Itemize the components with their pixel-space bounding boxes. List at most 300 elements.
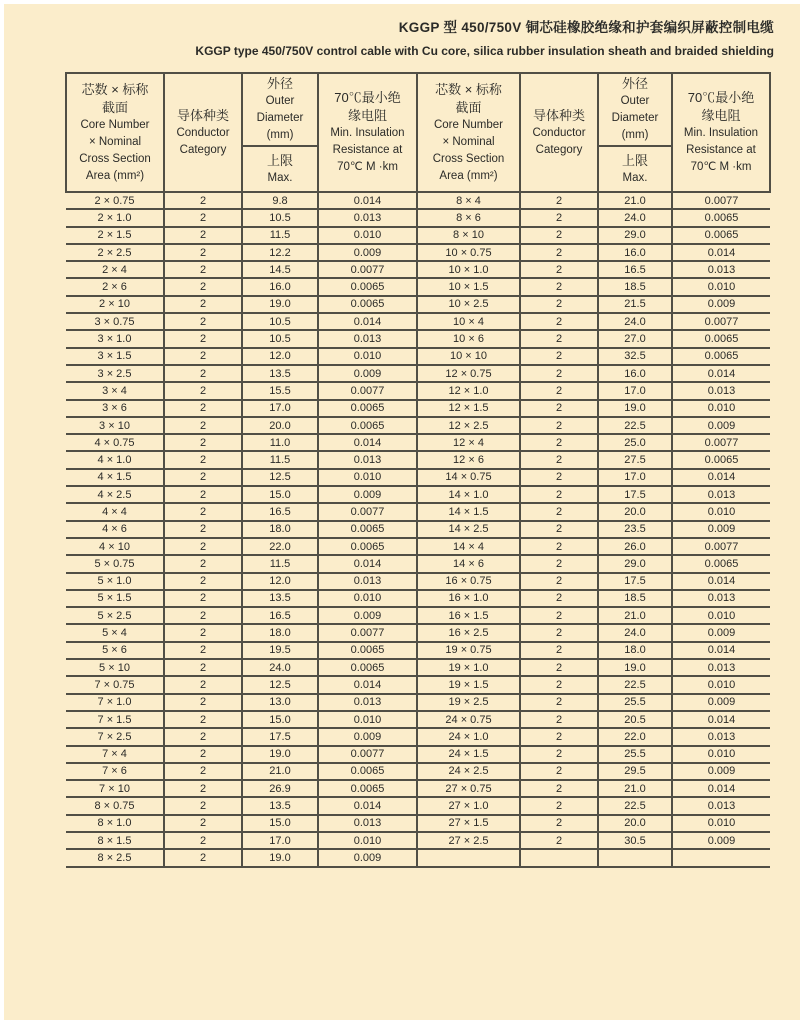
cell: 15.5 — [242, 382, 318, 399]
header-resistance-right — [672, 73, 770, 192]
cell: 10 × 10 — [417, 348, 520, 365]
cell: 18.5 — [598, 590, 672, 607]
cell: 2 × 1.0 — [66, 209, 164, 226]
header-diameter-max-en: Max. — [267, 171, 293, 184]
header-diameter-en2: Diameter — [611, 112, 659, 124]
cell: 0.010 — [672, 815, 770, 832]
header-core-zh2: 截面 — [455, 99, 482, 115]
header-resistance-zh1: 70℃最小绝 — [687, 90, 755, 105]
cell: 3 × 2.5 — [66, 365, 164, 382]
cell: 8 × 0.75 — [66, 797, 164, 814]
cell: 2 — [164, 849, 242, 866]
cell: 0.010 — [318, 469, 417, 486]
header-core-en3: Cross Section — [79, 152, 151, 165]
cell: 24.0 — [598, 313, 672, 330]
table-row — [66, 659, 770, 676]
cell: 5 × 4 — [66, 624, 164, 641]
cell: 0.0077 — [672, 192, 770, 209]
cell: 12 × 4 — [417, 434, 520, 451]
cell: 0.010 — [672, 278, 770, 295]
cell: 2 — [520, 538, 598, 555]
table-row — [66, 832, 770, 849]
cell: 24.0 — [598, 624, 672, 641]
cell: 10.5 — [242, 209, 318, 226]
cell: 2 — [520, 278, 598, 295]
cell: 0.010 — [672, 400, 770, 417]
cell: 0.014 — [672, 780, 770, 797]
cell: 19.5 — [242, 642, 318, 659]
header-core-en4: Area (mm²) — [85, 169, 145, 182]
cell: 2 — [164, 815, 242, 832]
cell: 2 — [164, 607, 242, 624]
cell: 2 — [164, 417, 242, 434]
cell: 2 — [520, 469, 598, 486]
cell: 0.014 — [318, 434, 417, 451]
cell: 21.0 — [598, 192, 672, 209]
table-row — [66, 573, 770, 590]
cell: 17.5 — [598, 486, 672, 503]
cell: 0.013 — [672, 261, 770, 278]
cell: 2 — [520, 573, 598, 590]
table-header — [66, 73, 770, 192]
header-core-en2: × Nominal — [442, 135, 495, 148]
cell: 0.010 — [318, 227, 417, 244]
cell: 22.0 — [242, 538, 318, 555]
cell: 5 × 2.5 — [66, 607, 164, 624]
cell: 16 × 1.5 — [417, 607, 520, 624]
table-row — [66, 365, 770, 382]
cell: 24 × 1.5 — [417, 746, 520, 763]
cell: 0.013 — [672, 382, 770, 399]
header-conductor-right — [520, 73, 598, 192]
header-resistance-en3: 70℃ M ·km — [690, 161, 752, 173]
cell: 2 — [164, 451, 242, 468]
cell: 11.5 — [242, 555, 318, 572]
cell: 2 — [164, 209, 242, 226]
cell: 2 — [164, 573, 242, 590]
cell: 0.0065 — [318, 538, 417, 555]
cell: 19.0 — [242, 746, 318, 763]
cell: 4 × 4 — [66, 503, 164, 520]
cell: 14 × 1.5 — [417, 503, 520, 520]
header-diameter-max-zh: 上限 — [621, 152, 648, 168]
cell: 17.0 — [242, 400, 318, 417]
cell: 0.0065 — [672, 348, 770, 365]
cell: 21.0 — [598, 607, 672, 624]
cell: 10 × 1.0 — [417, 261, 520, 278]
cell: 16 × 0.75 — [417, 573, 520, 590]
header-core-zh1: 芯数 × 标称 — [435, 81, 502, 97]
cell: 2 — [520, 659, 598, 676]
cell: 29.0 — [598, 555, 672, 572]
cell: 2 × 0.75 — [66, 192, 164, 209]
cell: 0.014 — [318, 676, 417, 693]
cell: 15.0 — [242, 815, 318, 832]
cell: 0.0065 — [318, 659, 417, 676]
cell: 5 × 0.75 — [66, 555, 164, 572]
cell: 0.009 — [318, 849, 417, 866]
cell: 13.5 — [242, 365, 318, 382]
cell: 4 × 6 — [66, 521, 164, 538]
header-conductor-en2: Category — [179, 143, 227, 156]
cell: 0.014 — [672, 573, 770, 590]
header-core-zh1: 芯数 × 标称 — [81, 81, 149, 97]
header-conductor-en2: Category — [535, 143, 583, 156]
cell: 2 — [164, 676, 242, 693]
cell: 2 — [164, 555, 242, 572]
cell: 2 — [164, 365, 242, 382]
cell: 2 — [164, 261, 242, 278]
cell: 0.0065 — [318, 400, 417, 417]
cell: 2 — [164, 642, 242, 659]
table-body — [66, 192, 770, 867]
table-row — [66, 538, 770, 555]
table-row — [66, 330, 770, 347]
cell: 27 × 1.0 — [417, 797, 520, 814]
header-conductor-zh: 导体种类 — [532, 107, 585, 123]
cell: 0.009 — [318, 244, 417, 261]
cell: 12 × 1.5 — [417, 400, 520, 417]
cell: 2 — [164, 711, 242, 728]
cell: 12 × 1.0 — [417, 382, 520, 399]
cell: 3 × 4 — [66, 382, 164, 399]
cell: 24 × 2.5 — [417, 763, 520, 780]
cell: 2 × 4 — [66, 261, 164, 278]
cell: 2 — [520, 400, 598, 417]
cell: 2 — [520, 503, 598, 520]
table-row — [66, 400, 770, 417]
cell: 2 — [164, 434, 242, 451]
cell: 0.009 — [672, 521, 770, 538]
table-row — [66, 469, 770, 486]
cell: 19.0 — [598, 659, 672, 676]
cell: 3 × 1.0 — [66, 330, 164, 347]
table-row — [66, 503, 770, 520]
cell: 0.009 — [672, 832, 770, 849]
header-diameter-en1: Outer — [265, 95, 295, 107]
cell: 4 × 0.75 — [66, 434, 164, 451]
cell: 19.0 — [242, 296, 318, 313]
table-row — [66, 624, 770, 641]
cell: 2 — [520, 348, 598, 365]
table-row — [66, 711, 770, 728]
header-resistance-en1: Min. Insulation — [330, 127, 405, 139]
cell: 2 × 6 — [66, 278, 164, 295]
table-row — [66, 728, 770, 745]
cell: 20.0 — [598, 503, 672, 520]
header-conductor-left — [164, 73, 242, 192]
cell: 2 — [520, 728, 598, 745]
cell: 26.0 — [598, 538, 672, 555]
cell: 2 × 2.5 — [66, 244, 164, 261]
header-core-en3: Cross Section — [432, 152, 505, 165]
cell: 3 × 0.75 — [66, 313, 164, 330]
cell: 27 × 0.75 — [417, 780, 520, 797]
cell: 2 — [520, 607, 598, 624]
cell: 0.0065 — [318, 278, 417, 295]
cell: 19 × 1.5 — [417, 676, 520, 693]
cell: 0.013 — [318, 451, 417, 468]
cell: 0.0077 — [318, 503, 417, 520]
cell: 2 × 1.5 — [66, 227, 164, 244]
cell: 10 × 2.5 — [417, 296, 520, 313]
cell: 22.5 — [598, 417, 672, 434]
cell: 2 — [164, 400, 242, 417]
cell: 0.0065 — [318, 642, 417, 659]
cell: 2 — [520, 434, 598, 451]
table-row — [66, 209, 770, 226]
table-row — [66, 227, 770, 244]
cell: 0.0065 — [318, 763, 417, 780]
cell: 15.0 — [242, 711, 318, 728]
header-resistance-en2: Resistance at — [332, 144, 403, 156]
table-row — [66, 849, 770, 866]
header-conductor-zh: 导体种类 — [176, 107, 229, 123]
cell: 2 — [520, 521, 598, 538]
cell: 14 × 4 — [417, 538, 520, 555]
header-diameter-right — [598, 73, 672, 192]
cell: 8 × 2.5 — [66, 849, 164, 866]
cell: 23.5 — [598, 521, 672, 538]
cell: 2 — [520, 192, 598, 209]
cell: 0.009 — [318, 607, 417, 624]
header-resistance-en1: Min. Insulation — [683, 127, 759, 139]
cell: 2 — [520, 555, 598, 572]
cell: 0.014 — [672, 469, 770, 486]
cell: 12.2 — [242, 244, 318, 261]
cell: 2 — [164, 278, 242, 295]
cell: 19 × 2.5 — [417, 694, 520, 711]
cell: 10 × 1.5 — [417, 278, 520, 295]
cell: 25.0 — [598, 434, 672, 451]
cell: 18.5 — [598, 278, 672, 295]
cell: 10.5 — [242, 330, 318, 347]
cell: 0.010 — [318, 348, 417, 365]
cell: 2 — [164, 763, 242, 780]
cell: 0.014 — [318, 313, 417, 330]
cell: 16.0 — [598, 365, 672, 382]
header-diameter-en1: Outer — [620, 95, 650, 107]
title-block — [4, 18, 774, 61]
cell: 5 × 10 — [66, 659, 164, 676]
cell: 4 × 10 — [66, 538, 164, 555]
cell: 0.010 — [318, 711, 417, 728]
header-diameter-zh: 外径 — [621, 76, 648, 91]
cell: 0.014 — [318, 192, 417, 209]
table-row — [66, 746, 770, 763]
table-row — [66, 348, 770, 365]
header-core-en1: Core Number — [433, 118, 504, 131]
cell — [520, 849, 598, 866]
cell: 2 — [520, 763, 598, 780]
cell: 2 — [164, 469, 242, 486]
cell: 3 × 6 — [66, 400, 164, 417]
cell — [672, 849, 770, 866]
cell: 25.5 — [598, 694, 672, 711]
cell: 9.8 — [242, 192, 318, 209]
table-row — [66, 607, 770, 624]
header-resistance-en2: Resistance at — [686, 144, 756, 156]
cell: 2 — [164, 244, 242, 261]
cell: 0.0065 — [318, 521, 417, 538]
cell: 19.0 — [242, 849, 318, 866]
cell: 17.0 — [242, 832, 318, 849]
header-core-left — [66, 73, 164, 192]
header-diameter-max-zh: 上限 — [266, 152, 293, 168]
header-resistance-zh2: 缘电阻 — [701, 108, 741, 123]
header-resistance-zh2: 缘电阻 — [347, 108, 387, 123]
cell: 4 × 1.5 — [66, 469, 164, 486]
cell: 11.5 — [242, 451, 318, 468]
cell: 7 × 10 — [66, 780, 164, 797]
table-row — [66, 590, 770, 607]
cell: 2 — [520, 694, 598, 711]
cell: 12.5 — [242, 676, 318, 693]
cell: 2 — [520, 711, 598, 728]
cell: 20.0 — [598, 815, 672, 832]
cell: 11.0 — [242, 434, 318, 451]
cell: 2 — [520, 832, 598, 849]
cell: 0.014 — [318, 555, 417, 572]
cell: 24 × 0.75 — [417, 711, 520, 728]
cell: 8 × 4 — [417, 192, 520, 209]
cell: 0.0065 — [672, 330, 770, 347]
cell: 24.0 — [242, 659, 318, 676]
cell: 0.009 — [672, 624, 770, 641]
cell: 30.5 — [598, 832, 672, 849]
cell: 2 — [164, 227, 242, 244]
cell: 3 × 10 — [66, 417, 164, 434]
cell: 2 — [520, 676, 598, 693]
cell: 0.0065 — [672, 209, 770, 226]
header-diameter-max-en: Max. — [622, 171, 648, 184]
cell: 2 — [164, 780, 242, 797]
table-row — [66, 261, 770, 278]
cell: 0.0065 — [672, 451, 770, 468]
cell: 12 × 6 — [417, 451, 520, 468]
cell: 4 × 2.5 — [66, 486, 164, 503]
cell: 0.009 — [318, 728, 417, 745]
cell: 0.013 — [318, 573, 417, 590]
header-conductor-en1: Conductor — [176, 126, 230, 139]
cell: 2 — [520, 244, 598, 261]
cell: 0.009 — [318, 486, 417, 503]
table-row — [66, 486, 770, 503]
cell: 26.9 — [242, 780, 318, 797]
cell: 0.013 — [672, 797, 770, 814]
table-row — [66, 192, 770, 209]
cell: 2 — [164, 538, 242, 555]
cell: 10.5 — [242, 313, 318, 330]
header-resistance-en3: 70℃ M ·km — [337, 161, 398, 173]
cell: 2 — [520, 780, 598, 797]
header-diameter-en2: Diameter — [256, 112, 304, 124]
header-resistance-zh1: 70℃最小绝 — [334, 90, 401, 105]
cell: 0.009 — [672, 763, 770, 780]
cell: 19 × 1.0 — [417, 659, 520, 676]
cell: 12.0 — [242, 573, 318, 590]
table-row — [66, 296, 770, 313]
cell: 2 — [164, 590, 242, 607]
table-row — [66, 763, 770, 780]
cell: 21.5 — [598, 296, 672, 313]
cell: 2 — [164, 192, 242, 209]
header-diameter-zh: 外径 — [266, 76, 293, 91]
cell: 0.0065 — [672, 227, 770, 244]
cell: 14 × 0.75 — [417, 469, 520, 486]
cell: 12 × 2.5 — [417, 417, 520, 434]
cell: 0.009 — [672, 417, 770, 434]
cell: 16.0 — [598, 244, 672, 261]
cell: 0.013 — [672, 659, 770, 676]
cell: 16 × 1.0 — [417, 590, 520, 607]
cell: 2 — [520, 624, 598, 641]
cell: 0.0065 — [318, 417, 417, 434]
cell: 12 × 0.75 — [417, 365, 520, 382]
cell: 0.010 — [672, 607, 770, 624]
table-row — [66, 780, 770, 797]
table-row — [66, 815, 770, 832]
table-row — [66, 434, 770, 451]
cell: 13.5 — [242, 590, 318, 607]
cell: 2 — [520, 296, 598, 313]
cell: 18.0 — [242, 521, 318, 538]
cell: 2 — [520, 330, 598, 347]
cell: 5 × 6 — [66, 642, 164, 659]
cell: 0.0065 — [318, 296, 417, 313]
cell: 2 — [164, 313, 242, 330]
header-core-en4: Area (mm²) — [439, 169, 498, 182]
cell: 13.5 — [242, 797, 318, 814]
cell: 17.0 — [598, 382, 672, 399]
cell: 2 — [164, 330, 242, 347]
cell: 17.5 — [598, 573, 672, 590]
cell: 8 × 6 — [417, 209, 520, 226]
cell: 7 × 0.75 — [66, 676, 164, 693]
cell: 14.5 — [242, 261, 318, 278]
cell: 0.014 — [672, 711, 770, 728]
cell: 0.013 — [672, 590, 770, 607]
table-row — [66, 642, 770, 659]
cell: 2 — [164, 521, 242, 538]
table-row — [66, 521, 770, 538]
cell: 22.0 — [598, 728, 672, 745]
cell: 0.013 — [318, 815, 417, 832]
table-row — [66, 417, 770, 434]
cell: 0.0077 — [318, 382, 417, 399]
cell: 0.009 — [318, 365, 417, 382]
cell: 10 × 0.75 — [417, 244, 520, 261]
header-diameter-en3: (mm) — [621, 129, 649, 141]
cell: 2 — [164, 348, 242, 365]
cell: 24.0 — [598, 209, 672, 226]
cell: 14 × 1.0 — [417, 486, 520, 503]
cell: 2 — [520, 382, 598, 399]
cell: 2 — [520, 209, 598, 226]
cell: 2 — [164, 728, 242, 745]
cell: 22.5 — [598, 676, 672, 693]
cell: 2 — [520, 797, 598, 814]
cell: 12.5 — [242, 469, 318, 486]
table-row — [66, 313, 770, 330]
cell: 16.5 — [242, 503, 318, 520]
cell: 2 × 10 — [66, 296, 164, 313]
title-chinese: KGGP 型 450/750V 铜芯硅橡胶绝缘和护套编织屏蔽控制电缆 — [398, 20, 774, 35]
cell: 32.5 — [598, 348, 672, 365]
cell: 0.014 — [318, 797, 417, 814]
cell: 21.0 — [598, 780, 672, 797]
cell: 2 — [164, 296, 242, 313]
